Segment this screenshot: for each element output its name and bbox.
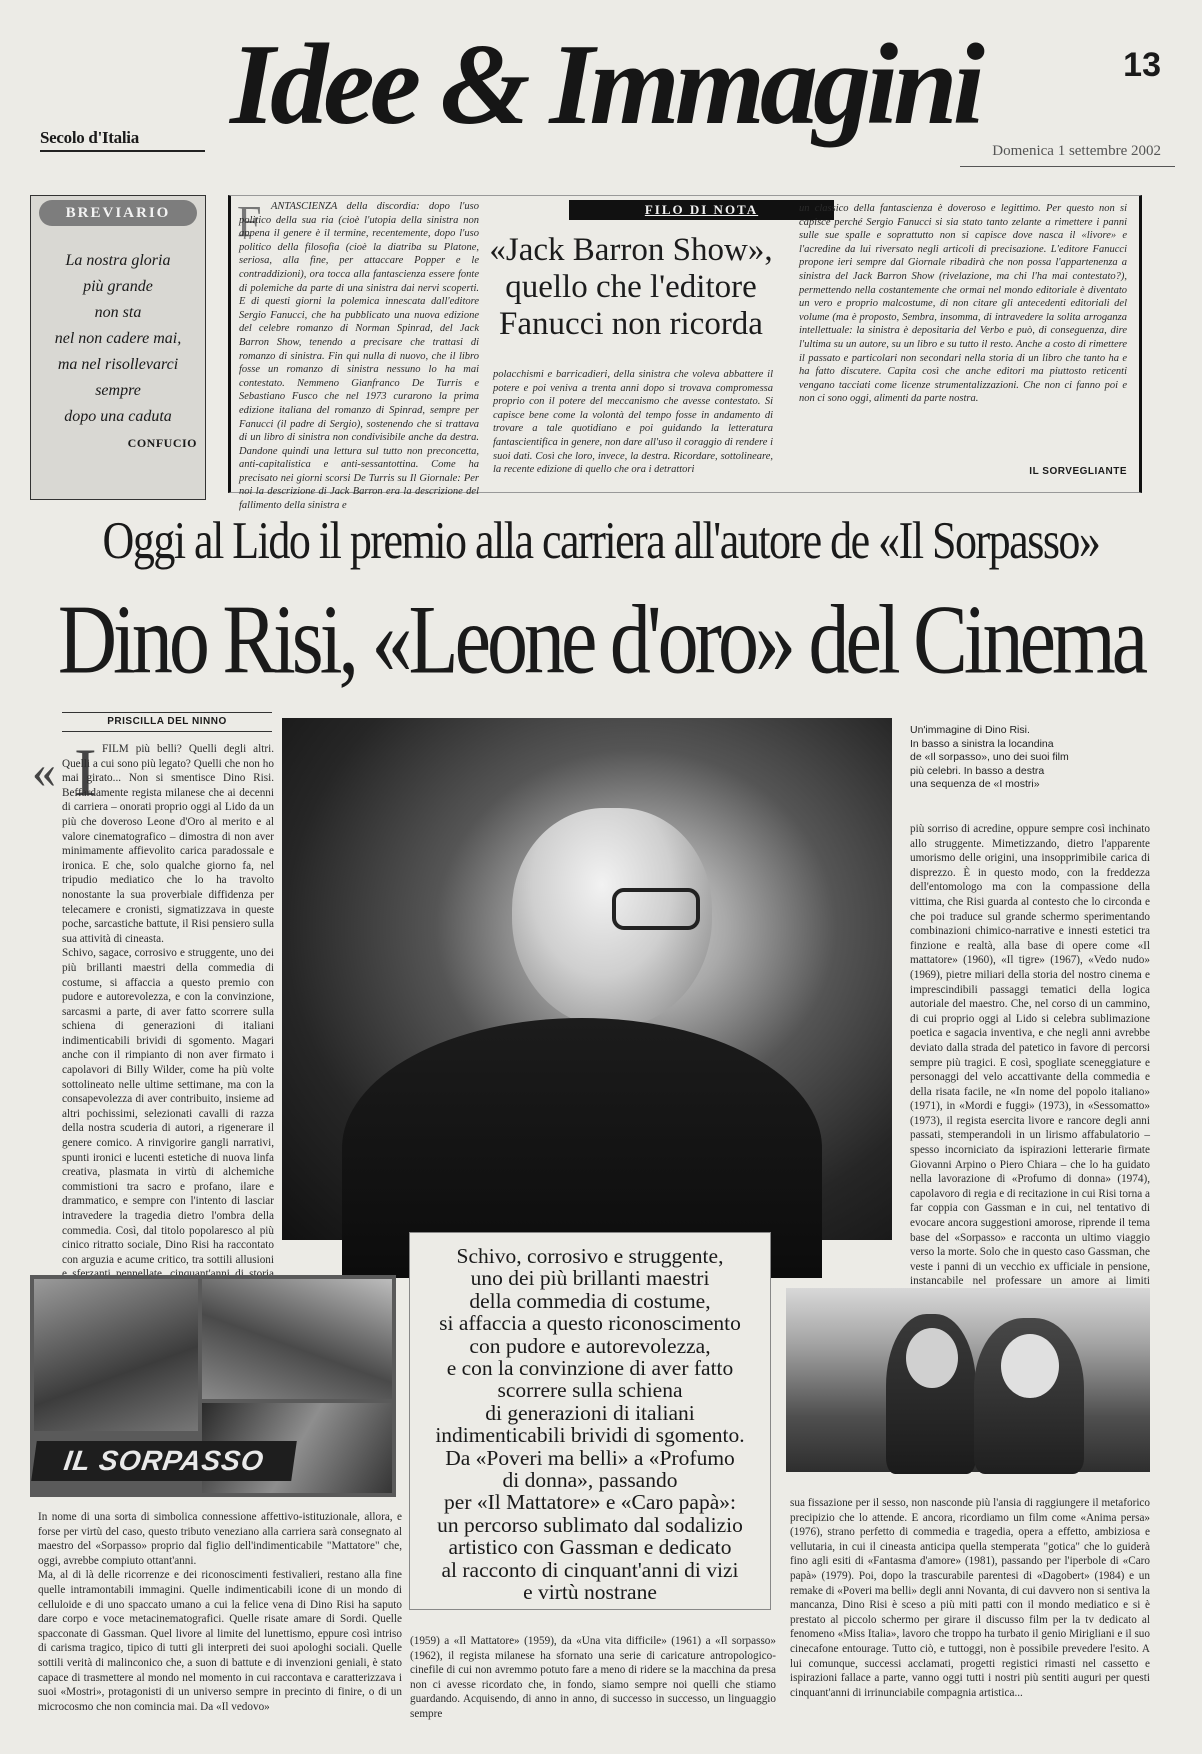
article-bottom-right: sua fissazione per il sesso, non nasconde più l'ansia di raggiungere il metaforico precipizio che lo attende. E ancora, ricordiamo un film come «Anima persa» (1976), strano perfetto di commedia e tragedia, opera a effetto, ambiziosa e vellutaria, in cui il cineasta anticipa quella stemperata "gotica" che lo guiderà fino agli esiti di «Fantasma d'amore» (1981), passando per l'iperbole di «Caro papà» (1979). Poi, dopo la trascurabile parentesi di «Dagobert» (1984) e un remake di «Poveri ma belli» degli anni Novanta, di cui davvero non si sentiva la mancanza, Dino Risi è sceso a più miti patti con il mondo mediatico e si è prestato al piccolo schermo per girare il discusso film per la tv dedicato al fenomeno «Miss Italia», lavoro che troppo ha turbato il genio Mirigliani e il suo cinecafone entourage. Tutto ciò, e tuttoggi, non è possibile prevedere l'esito. A lui comunque, successi acclamati, progetti registici rimasti nel cassetto e ispirazioni fallace a parte, vanno oggi tutti i nostri più sentiti auguri per questi cinquant'anni di irrinunciabile compagnia artistica... [790,1497,1150,1699]
article-headline: Dino Risi, «Leone d'oro» del Cinema [57,584,1145,694]
filo-di-nota-col2: polacchismi e barricadieri, della sinistra che voleva abbattere il potere e poi veniva a trenta anni dopo si trovava compromessa proprio con il potere del meccanismo che avesse contestato. Si capisce bene come la volontà del tempo fosse in andamento di trovare a tale quotidiano e poi guidando la letteratura fantascientifica in genere, non dare all'uso il coraggio di rendere i suoi dati. Così che loro, invece, la destra. Ricordare, sottolineare, la recente edizione di quello che ora i detrattori [493,369,773,476]
article-col-left: FILM più belli? Quelli degli altri. Quelli a cui sono più legato? Quelli che non ho mai girato... Non si smentisce Dino Risi. Beffardamente regista milanese che ai decenni di carriera – onorati proprio oggi al Lido da un più che doveroso Leone d'Oro al merito e al valore cinematografico – dimostra di non aver minimamente affievolito carica paradossale e ironica. E che, solo qualche giorno fa, nel tripudio mediatico che lo ha travolto nonostante la sua proverbiale diffidenza per telecamere e cronisti, sigmatizzava in queste poche, sarcastiche battute, il Risi pensiero sulla sua attività di cineasta. Schivo, sagace, corrosivo e struggente, uno dei più brillanti maestri della commedia di costume, si affaccia a questo premio con pudore e autorevolezza, e con la convinzione, sarcasmi a parte, di aver fatto scorrere sulla schiena di generazioni di italiani indimenticabili brividi di sgomento. Magari anche con il rimpianto di non aver firmato i capolavori di Billy Wilder, come ha più volte sottolineato nelle ultime settimane, ma con la consapevolezza di aver contribuito, insieme ad altri pochissimi, selezionati cavalli di razza della nostra scuderia di autori, a rigenerare il genere comico. A rinvigorire gangli narrativi, spunti ironici e lucenti estetiche di nuova linfa creativa, plasmata in virtù di alchemiche commistioni tra sacro e profano, ilare e drammatico, e sempre con l'intento di lasciar intravedere la tragedia dietro l'ombra della commedia. Così, dal titolo popolaresco al più cinico ritratto sociale, Dino Risi ha raccontato con arguzia e acume critico, tra sottili allusioni [62,743,274,1266]
section-title: Idee & Immagini [230,21,980,149]
masthead [30,8,1175,173]
masthead-rule-left [40,150,205,152]
mostri-face-left [906,1328,958,1388]
breviario-box [30,195,206,500]
breviario-label: BREVIARIO [39,200,197,226]
publication-logo: Secolo d'Italia [40,128,139,147]
pull-quote-box [409,1232,771,1610]
article-byline: PRISCILLA DEL NINNO [107,716,227,727]
filo-di-nota-signature: IL SORVEGLIANTE [1029,466,1127,477]
mostri-photo [786,1288,1150,1472]
article-kicker: Oggi al Lido il premio alla carriera all'autore de «Il Sorpasso» [102,511,1100,570]
poster-photo-car [202,1279,392,1399]
filo-di-nota-label: FILO DI NOTA [569,200,834,220]
drop-quote: « [32,745,56,798]
filo-di-nota-col3: un classico della fantascienza è doveroso e legittimo. Per questo non si capisce perché Sergio Fanucci si sia stato tanto zelante a rimettere i panni sulle sue spalle e soprattutto non si capisce dove nasca il «livore» e l'acredine da lui riversato negli articoli di precisazione. L'editore Fanucci propone ieri sempre dal Giornale ribadirà che non possa l'appartenenza a sinistra del Jack Barron Show (rivelazione, ma chi l'ha mai contestato?), permettendo nella costantemente che ormai nel mondo editoriale è diventato un vero e proprio malcostume, di non citare gli antecedenti editoriali del volume (ma è proposto, Sembra, insomma, di intravedere la solita arroganza intellettuale: la sinistra è depositaria del Verbo e può, di conseguenza, dire l'ultima su un autore, su un libro e su tutto il resto. Anche a costo di rimettere il passato e particolari non secondari nella storia di un libro che tanto ha e ha fatto discutere. Capita così che anche editori ma piuttosto reticenti vengano tacciati come licenze strumentalizzazioni. Che non ci fanno poi e non ci sono oggi, alimenti da parte nostra. [799,203,1127,405]
article-bottom-left: In nome di una sorta di simbolica connessione affettivo-istituzionale, allora, e forse per virtù del caso, questo tributo veneziano alla carriera sarà consegnato al maestro del «Sorpasso» proprio dal figlio dell'indimenticabile "Mattatore" che, oggi, avrebbe compiuto ottant'anni. Ma, al di là delle ricorrenze e dei riconoscimenti festivalieri, restano alla fine quelle intramontabili immagini. Quelle indimenticabili icone di un mondo di celluloide e di uno spaccato umano a cui la felice vena di Dino Risi ha saputo dare corpo e voce metacinematografici. Quelle risate amare di Sordi. Quelle spacconate di Gassman. Quel livore al limite del lunettismo, eppure così intriso di carisma tragico, tipico di tutti gli interpreti dei suoi apologhi sociali. Quelle sottili verità di malinconico che, a suon di battute e di invenzioni geniali, è stato capace di trasmettere al mondo nel momento in cui raccontava e caratterizzava i suoi «Mostri», protagonisti di un universo sempre in precinto di finire, o di un microcosmo che non comincia mai. Da «Il vedovo» [38,1511,402,1713]
page-number: 13 [1123,46,1161,84]
byline-rule-bottom [62,731,272,732]
main-portrait-photo [282,718,892,1240]
portrait-glasses [612,888,700,930]
article-bottom-center: (1959) a «Il Mattatore» (1959), da «Una vita difficile» (1961) a «Il sorpasso» (1962), il regista milanese ha sfornato una serie di caricature antropologico-cinefile di cui non avremmo potuto fare a meno di ridere se la macchina da presa non ci avesse ricordato che, in fondo, siamo sempre noi quelli che stiamo guardando. Acquisendo, di anno in anno, di successo in successo, un linguaggio sempre [410,1635,776,1720]
article-col-right: più sorriso di acredine, oppure sempre così inchinato allo struggente. Mimetizzando, dietro l'apparente umorismo delle origini, una insopprimibile carica di disprezzo. È in questo modo, con la freddezza dell'entomologo ma con la compassione della vittima, che Risi guarda al contesto che lo circonda e che poi traduce sul grande schermo sperimentando combinazioni chimico-narrative e innesti estetici tra finzione e realtà, alla base di opere come «Il mattatore» (1960), «Il tigre» (1967), «Vedo nudo» (1969), pietre miliari della storia del nostro cinema e imprescindibili passaggi tematici della logica autoriale del maestro. Che, nel corso di un cammino, di cui proprio oggi al Lido si celebra sublimazione poetica e sagacia inventiva, e che negli anni avrebbe deviato dalla strada del patetico in favore di percorsi sempre più tragici. E così, spogliate sceneggiature e personaggi del velo accattivante della commedia e della risata facile, ne «In nome del popolo italiano» (1971), in «Mordi e fuggi» (1973), in «Sessomatto» (1973), il regista esercita livore e rancore degli anni passati, stemperandoli in un lirismo affabulatorio – spesso incorniciato da ispirazioni letterarie firmate Giovanni Arpino o Piero Chiara – che lo ha guidato nella lavorazione di «Profumo di donna» (1974), capolavoro di regia e di recitazione in cui Risi torna a far coppia con Gassman e in cui, nel tentativo di evocare ancora suggestioni amorose, riprende il tema base del «Sorpasso» e racconta un ultimo viaggio verso la morte. Solo che in questo caso Gassman, che veste i panni di un vecchio ex ufficiale in pensione, instancabile nel professare un amore ai limiti [910,823,1150,1288]
pull-quote: Schivo, corrosivo e struggente, uno dei più brillanti maestri della commedia di costume, si affaccia a questo riconoscimento con pudore e autorevolezza, e con la convinzione di aver fatto scorrere sulla schiena di generazioni di italiani indimenticabili brividi di sgomento. Da «Poveri ma belli» a «Profumo di donna», passando per «Il Mattatore» e «Caro papà»: un percorso sublimato dal sodalizio artistico con Gassman e dedicato al racconto di cinquant'anni di vizi e virtù nostrane [435,1244,745,1605]
byline-rule [62,712,272,713]
breviario-author: CONFUCIO [127,436,197,450]
photo-caption: Un'immagine di Dino Risi. In basso a sinistra la locandina de «Il sorpasso», uno dei suoi film più celebri. In basso a destra una sequenza de «I mostri» [910,724,1069,791]
filo-di-nota-col1: ANTASCIENZA della discordia: dopo l'uso politico della sua ria (cioè l'utopia della sinistra non appena il genere è il termine, recentemente, dopo l'uso politico della filosofia (cioè la diatriba su Platone, seriosa, alla fine, per attaccare Popper e le contraddizioni), ora tocca alla fantascienza essere fonte di polemiche da parte di una sinistra dai nervi scoperti. E di questi giorni la polemica innescata dall'editore Sergio Fanucci, che ha pubblicato una nuova edizione del celebre romanzo di Norman Spinrad, del Jack Barron Show, tenendo a precisare che trattasi di romanzo di sinistra. Fin qui nulla di nuovo, che il libro fosse un romanzo di sinistra nessuno lo ha mai contestato. Nemmeno Gianfranco De Turris e Sebastiano Fusco che nel 1973 curarono la prima edizione italiana del romanzo di Spinrad, sempre per Fanucci (il padre di Sergio), sostenendo che si trattava di un libro di sinistra non condivisibile anche da destra. Dandone quindi una lettura sul tutto non preconcetta, anti-capitalistica e anti-sessantottina. Come ha precisato nei giorni scorsi De Turris su Il Giornale: Per noi la descrizione di Jack Barron era la descrizione del fallimento della sinistra e [239,201,479,512]
poster-photo-beach [34,1279,198,1431]
filo-di-nota-box [228,195,1142,512]
filo-di-nota-headline: «Jack Barron Show», quello che l'editore Fanucci non ricorda [489,232,773,342]
drop-cap: I [74,734,97,810]
sorpasso-poster [30,1275,396,1497]
breviario-quote: La nostra gloria più grande non sta nel non cadere mai, ma nel risollevarci sempre dopo una caduta [54,252,182,425]
filo-di-nota-drop-cap: F [237,197,262,246]
issue-date: Domenica 1 settembre 2002 [992,143,1161,159]
poster-title: IL SORPASSO [31,1441,297,1481]
masthead-rule-right [960,166,1175,167]
mostri-face-right [1001,1334,1059,1398]
